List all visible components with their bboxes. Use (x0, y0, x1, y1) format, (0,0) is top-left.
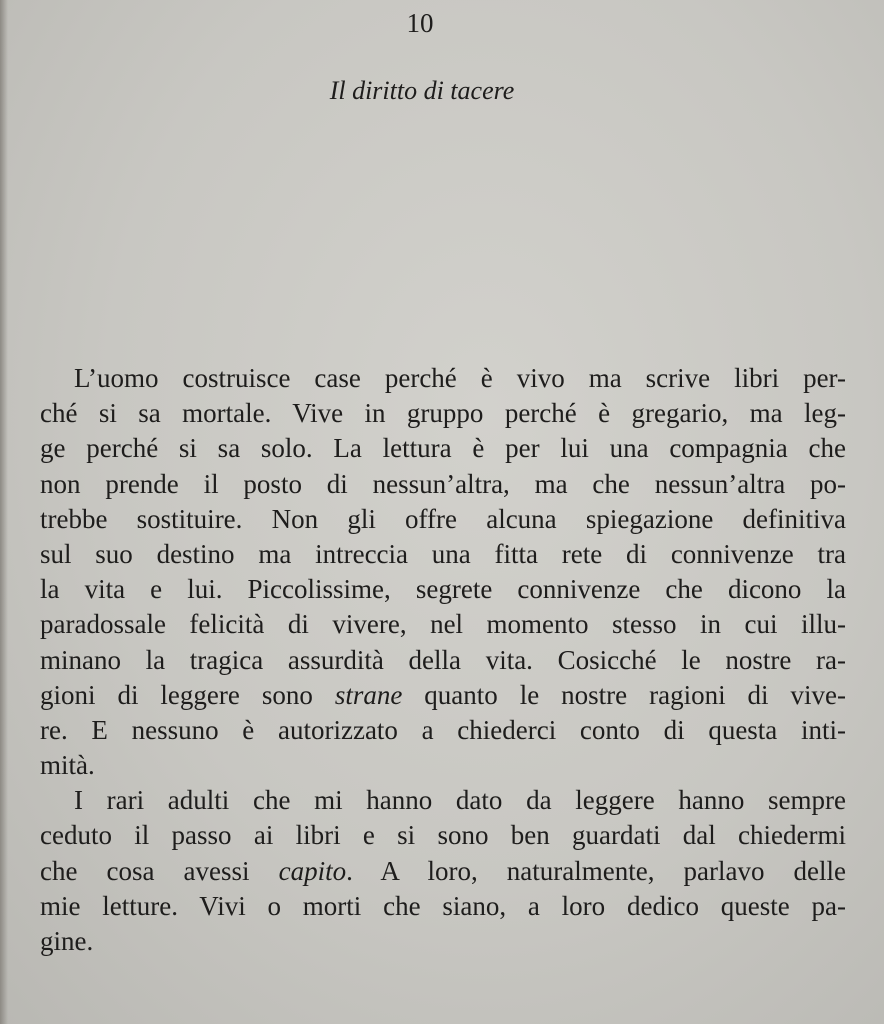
text-line (40, 396, 846, 431)
text-line (40, 361, 846, 396)
text-line (40, 818, 846, 853)
text-line (40, 713, 846, 748)
text-line (40, 643, 846, 678)
page-number: 10 (406, 8, 434, 38)
text-segment: ceduto il passo ai libri e si sono ben guardati dal chiedermi (40, 820, 846, 851)
text-segment: re. E nessuno è autorizzato a chiederci conto di questa inti- (40, 714, 846, 745)
text-line (40, 467, 846, 502)
running-title: Il diritto di tacere (329, 76, 515, 105)
text-segment: ge perché si sa solo. La lettura è per lui una compagnia che (40, 433, 846, 464)
text-line (40, 748, 846, 783)
text-line (40, 889, 846, 924)
text-line (40, 537, 846, 572)
text-line (40, 924, 846, 959)
text-line (40, 572, 846, 607)
text-line (40, 607, 846, 642)
body-text (40, 361, 846, 959)
text-segment: minano la tragica assurdità della vita. Cosicché le nostre ra- (40, 644, 846, 675)
text-segment: la vita e lui. Piccolissime, segrete connivenze che dicono la (40, 574, 846, 605)
text-segment: L’uomo costruisce case perché è vivo ma scrive libri per- (74, 363, 846, 393)
text-segment: quanto le nostre ragioni di vive- (402, 679, 846, 710)
text-segment: ché si sa mortale. Vive in gruppo perché è gregario, ma leg- (40, 398, 846, 429)
text-line (40, 678, 846, 713)
italic-text: strane (334, 679, 403, 710)
text-segment: gioni di leggere sono (40, 679, 335, 710)
text-segment: che cosa avessi (40, 855, 279, 886)
text-line (40, 431, 846, 466)
text-segment: non prende il posto di nessun’altra, ma che nessun’altra po- (40, 468, 846, 499)
page-edge-shadow (0, 0, 8, 1024)
text-segment: I rari adulti che mi hanno dato da leggere hanno sempre (74, 785, 846, 816)
text-segment: paradossale felicità di vivere, nel momento stesso in cui illu- (40, 609, 846, 640)
text-segment: gine. (40, 926, 94, 956)
italic-text: capito (278, 855, 347, 886)
text-segment: trebbe sostituire. Non gli offre alcuna spiegazione definitiva (40, 503, 846, 534)
text-segment: . A loro, naturalmente, parlavo delle (346, 855, 846, 886)
text-line (40, 502, 846, 537)
text-line (40, 783, 846, 818)
text-segment: mità. (40, 750, 95, 781)
text-line (40, 854, 846, 889)
text-segment: mie letture. Vivi o morti che siano, a loro dedico queste pa- (40, 890, 846, 921)
text-segment: sul suo destino ma intreccia una fitta rete di connivenze tra (40, 538, 846, 569)
